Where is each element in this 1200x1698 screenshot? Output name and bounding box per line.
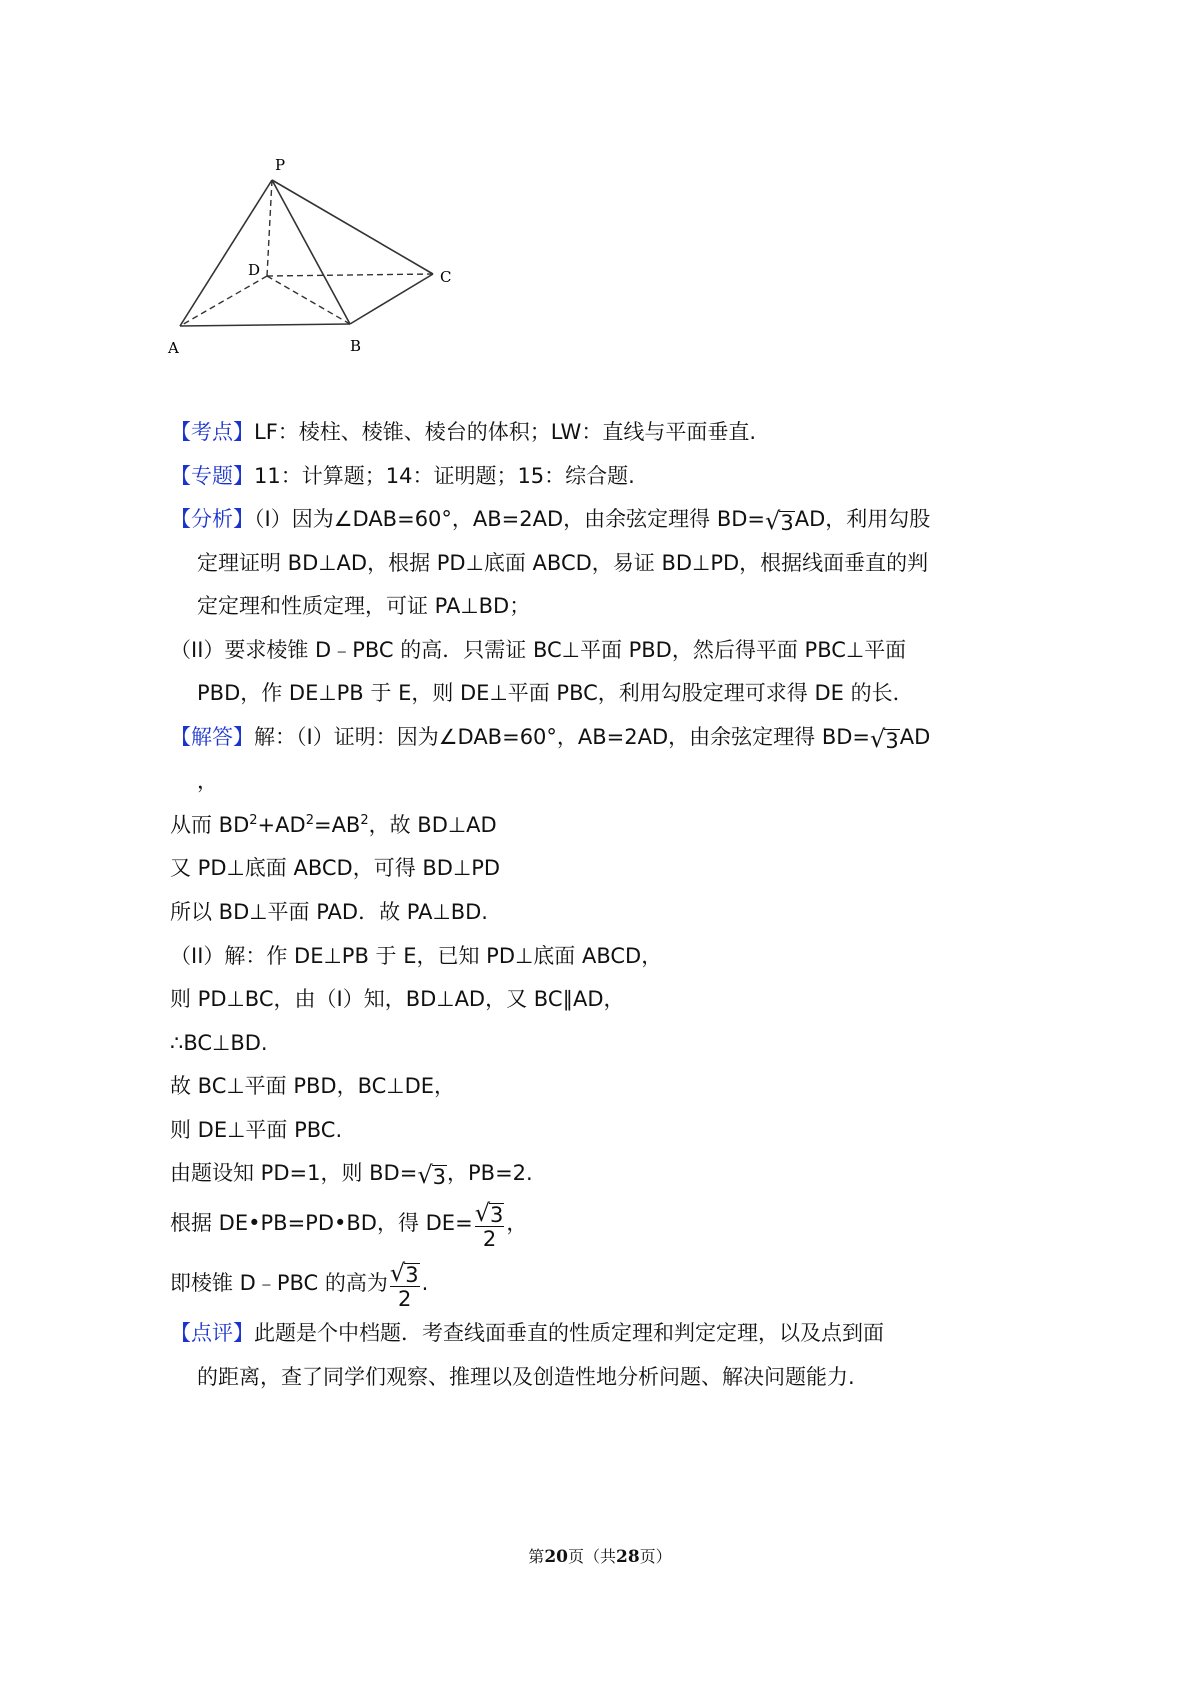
label-a: A <box>168 339 179 357</box>
fenxi-line-5: PBD，作 DE⊥PB 于 E，则 DE⊥平面 PBC，利用勾股定理可求得 DE 的长． <box>197 681 914 705</box>
jieda-line-1 <box>170 722 930 752</box>
jieda-line-4: 又 PD⊥底面 ABCD，可得 BD⊥PD <box>170 856 501 880</box>
jieda-line-12 <box>170 1196 527 1251</box>
sqrt-3: √ 3 <box>765 507 794 535</box>
t13b: . <box>421 1271 429 1295</box>
jieda-line-13 <box>170 1256 428 1311</box>
t12b: ， <box>506 1211 528 1235</box>
t11a: 由题设知 PD=1，则 BD= <box>170 1161 418 1185</box>
page-footer <box>0 1544 1200 1567</box>
t13a: 即棱锥 D﹣PBC 的高为 <box>170 1271 388 1295</box>
jieda-tag: 【解答】 <box>170 725 254 749</box>
fenxi-tag: 【分析】 <box>170 507 254 531</box>
zhuanti-line <box>170 461 635 491</box>
sup-2: 2 <box>360 813 369 828</box>
fenxi-line-4: （II）要求棱锥 D﹣PBC 的高．只需证 BC⊥平面 PBD，然后得平面 PBC⊥平面 <box>170 638 907 662</box>
zhuanti-tag: 【专题】 <box>170 464 254 488</box>
fenxi-line-3: 定定理和性质定理，可证 PA⊥BD； <box>197 594 531 618</box>
jieda-line-2: ， <box>197 769 218 793</box>
t12a: 根据 DE•PB=PD•BD，得 DE= <box>170 1211 473 1235</box>
dianping-tag: 【点评】 <box>170 1321 254 1345</box>
fenxi-text-1a: （Ⅰ）因为∠DAB=60°，AB=2AD，由余弦定理得 BD= <box>254 507 766 531</box>
footer-mid: 页（共 <box>567 1547 616 1566</box>
t11b: ，PB=2. <box>447 1161 533 1185</box>
sqrt-3: √ 3 <box>870 725 899 753</box>
jieda-text-1b: AD <box>899 725 931 749</box>
label-d: D <box>248 261 261 279</box>
label-b: B <box>350 337 362 355</box>
sup-2: 2 <box>249 813 258 828</box>
jieda-line-5: 所以 BD⊥平面 PAD．故 PA⊥BD. <box>170 900 488 924</box>
jieda-line-9: 故 BC⊥平面 PBD，BC⊥DE， <box>170 1074 456 1098</box>
fenxi-text-1b: AD，利用勾股 <box>794 507 931 531</box>
t3d: ，故 BD⊥AD <box>368 813 497 837</box>
page-total: 28 <box>616 1547 640 1567</box>
jieda-line-3 <box>170 810 497 840</box>
dianping-line-2: 的距离，查了同学们观察、推理以及创造性地分析问题、解决问题能力. <box>197 1365 855 1389</box>
dianping-line-1 <box>170 1318 884 1348</box>
t3a: 从而 BD <box>170 813 250 837</box>
kaodian-tag: 【考点】 <box>170 420 254 444</box>
jieda-line-10: 则 DE⊥平面 PBC. <box>170 1118 343 1142</box>
sqrt-3: √ 3 <box>417 1161 446 1189</box>
kaodian-line <box>170 417 756 447</box>
label-p: P <box>275 156 286 174</box>
sup-2: 2 <box>305 813 314 828</box>
zhuanti-text: 11：计算题；14：证明题；15：综合题. <box>254 464 635 488</box>
jieda-line-8: ∴BC⊥BD. <box>170 1031 268 1055</box>
jieda-text-1a: 解：（Ⅰ）证明：因为∠DAB=60°，AB=2AD，由余弦定理得 BD= <box>254 725 871 749</box>
t3b: +AD <box>257 813 306 837</box>
kaodian-text: LF：棱柱、棱锥、棱台的体积；LW：直线与平面垂直. <box>254 420 756 444</box>
fenxi-line-2: 定理证明 BD⊥AD，根据 PD⊥底面 ABCD，易证 BD⊥PD，根据线面垂直的判 <box>197 551 929 575</box>
jieda-line-7: 则 PD⊥BC，由（I）知，BD⊥AD，又 BC∥AD， <box>170 987 625 1011</box>
t3c: =AB <box>313 813 361 837</box>
footer-pre: 第 <box>528 1547 545 1566</box>
jieda-line-6: （II）解：作 DE⊥PB 于 E，已知 PD⊥底面 ABCD， <box>170 944 663 968</box>
label-c: C <box>440 268 452 286</box>
dianping-text-1: 此题是个中档题．考查线面垂直的性质定理和判定定理，以及点到面 <box>254 1321 884 1345</box>
jieda-line-11 <box>170 1158 533 1188</box>
footer-post: 页） <box>639 1547 672 1566</box>
fenxi-line-1 <box>170 504 930 534</box>
fraction-sqrt3-over-2: √ 3 2 <box>389 1258 419 1311</box>
fraction-sqrt3-over-2: √ 3 2 <box>474 1198 504 1251</box>
page-number: 20 <box>544 1547 568 1567</box>
pyramid-figure <box>160 150 480 365</box>
